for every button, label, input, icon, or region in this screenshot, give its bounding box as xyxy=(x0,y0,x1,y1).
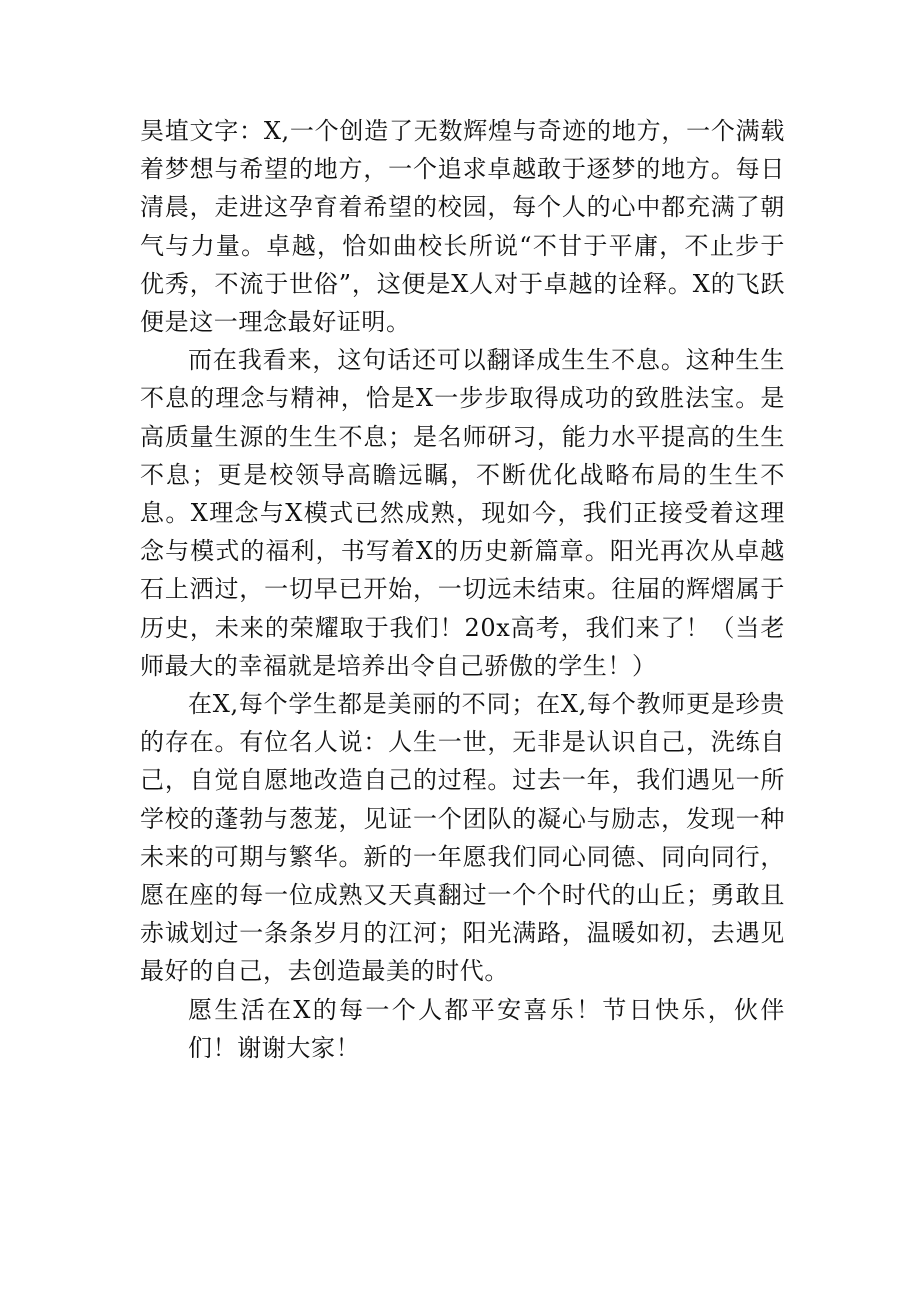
paragraph-2: 而在我看来，这句话还可以翻译成生生不息。这种生生不息的理念与精神，恰是X一步步取得成功的致胜法宝。是高质量生源的生生不息；是名师研习，能力水平提高的生生不息；更是校领导高瞻远瞩，不断优化战略布局的生生不息。X理念与X模式已然成熟，现如今，我们正接受着这理念与模式的福利，书写着X的历史新篇章。阳光再次从卓越石上洒过，一切早已开始，一切远未结束。往届的辉熠属于历史，未来的荣耀取于我们！20x高考，我们来了！（当老师最大的幸福就是培养出令自己骄傲的学生！） xyxy=(140,346,785,680)
document-body xyxy=(140,112,785,1067)
paragraph-3: 在X,每个学生都是美丽的不同；在X,每个教师更是珍贵的存在。有位名人说：人生一世，无非是认识自己，洗练自己，自觉自愿地改造自己的过程。过去一年，我们遇见一所学校的蓬勃与葱茏，见证一个团队的凝心与励志，发现一种未来的可期与繁华。新的一年愿我们同心同德、同向同行，愿在座的每一位成熟又天真翻过一个个时代的山丘；勇敢且赤诚划过一条条岁月的江河；阳光满路，温暖如初，去遇见最好的自己，去创造最美的时代。 xyxy=(140,690,785,986)
paragraph-4: 愿生活在X的每一个人都平安喜乐！节日快乐，伙伴们！谢谢大家！ xyxy=(188,995,785,1062)
paragraph-1: 昊埴文字：X,一个创造了无数辉煌与奇迹的地方，一个满载着梦想与希望的地方，一个追求卓越敢于逐梦的地方。每日清晨，走进这孕育着希望的校园，每个人的心中都充满了朝气与力量。卓越，恰如曲校长所说“不甘于平庸，不止步于优秀，不流于世俗”，这便是X人对于卓越的诠释。X的飞跃便是这一理念最好证明。 xyxy=(140,117,785,337)
